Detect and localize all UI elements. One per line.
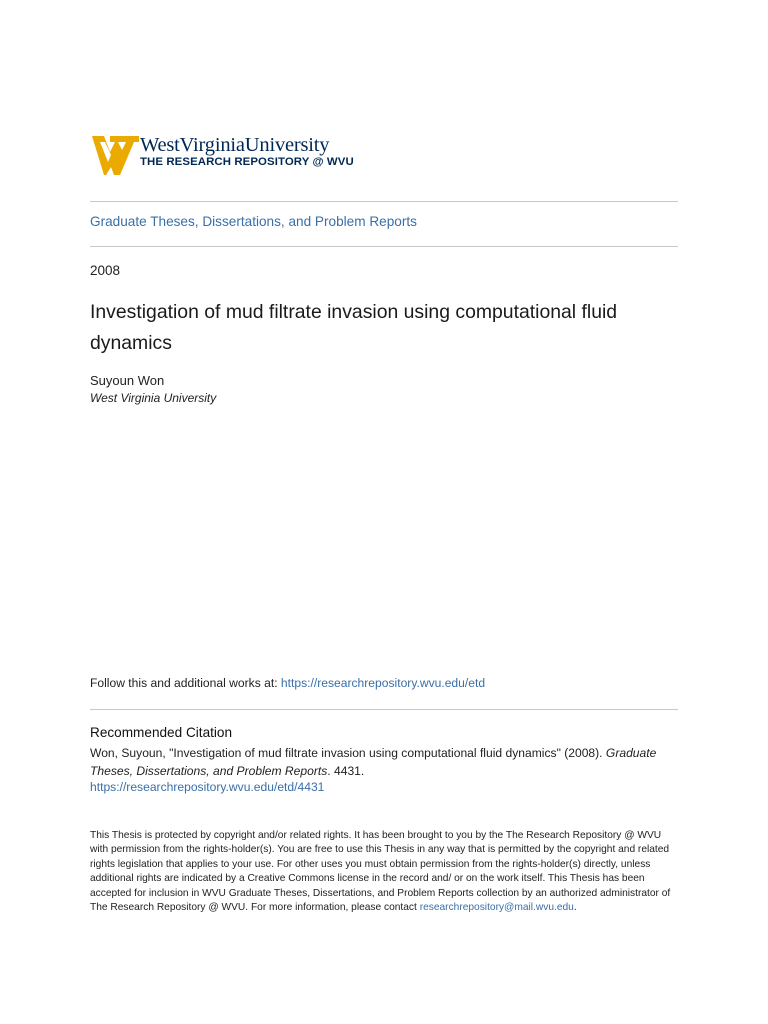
follow-line	[90, 676, 485, 690]
author-affiliation: West Virginia University	[90, 391, 217, 405]
citation-number: . 4431.	[327, 764, 365, 778]
document-title: Investigation of mud filtrate invasion using computational fluid dynamics	[90, 301, 618, 354]
follow-link[interactable]: https://researchrepository.wvu.edu/etd	[280, 676, 486, 690]
collection-link[interactable]: Graduate Theses, Dissertations, and Problem Reports	[90, 214, 417, 229]
follow-prefix: Follow this and additional works at:	[90, 676, 281, 690]
logo-subtitle: THE RESEARCH REPOSITORY @ WVU	[140, 156, 354, 168]
divider-collection	[90, 246, 678, 247]
recommended-citation-heading: Recommended Citation	[90, 725, 233, 740]
logo-wordmark: WestVirginiaUniversity	[140, 134, 330, 156]
rights-text: This Thesis is protected by copyright and/or related rights. It has been brought to you by the The Research Repository @ WVU with permission from the rights-holder(s). You are free to use this Thesis in any way that is permitted by the copyright and related rights legislation that applies to your use. For other uses you must obtain permission from the rights-holder(s) directly, unless additional rights are indicated by a Creative Commons license in the record and/ or on the work itself. This Thesis has been accepted for inclusion in WVU Graduate Theses, Dissertations, and Problem Reports collection by an authorized administrator of The Research Repository @ WVU. For more information, please contact	[90, 830, 671, 914]
rights-end: .	[573, 902, 577, 914]
cover-page	[90, 0, 678, 1024]
divider-citation	[90, 709, 678, 710]
divider-top	[90, 201, 678, 202]
contact-email-link[interactable]: researchrepository@mail.wvu.edu	[419, 902, 574, 914]
flying-wv-logo-icon	[92, 133, 140, 177]
wvu-logo[interactable]	[92, 131, 372, 179]
author-name: Suyoun Won	[90, 373, 165, 388]
publication-year: 2008	[90, 263, 121, 278]
rights-statement	[90, 829, 678, 915]
citation-main: Won, Suyoun, "Investigation of mud filtrate invasion using computational fluid dynamics" (2008).	[90, 746, 606, 760]
citation-text	[90, 744, 682, 780]
citation-series: Graduate Theses, Dissertations, and Problem Reports	[90, 746, 657, 778]
citation-link[interactable]: https://researchrepository.wvu.edu/etd/4431	[90, 780, 325, 794]
